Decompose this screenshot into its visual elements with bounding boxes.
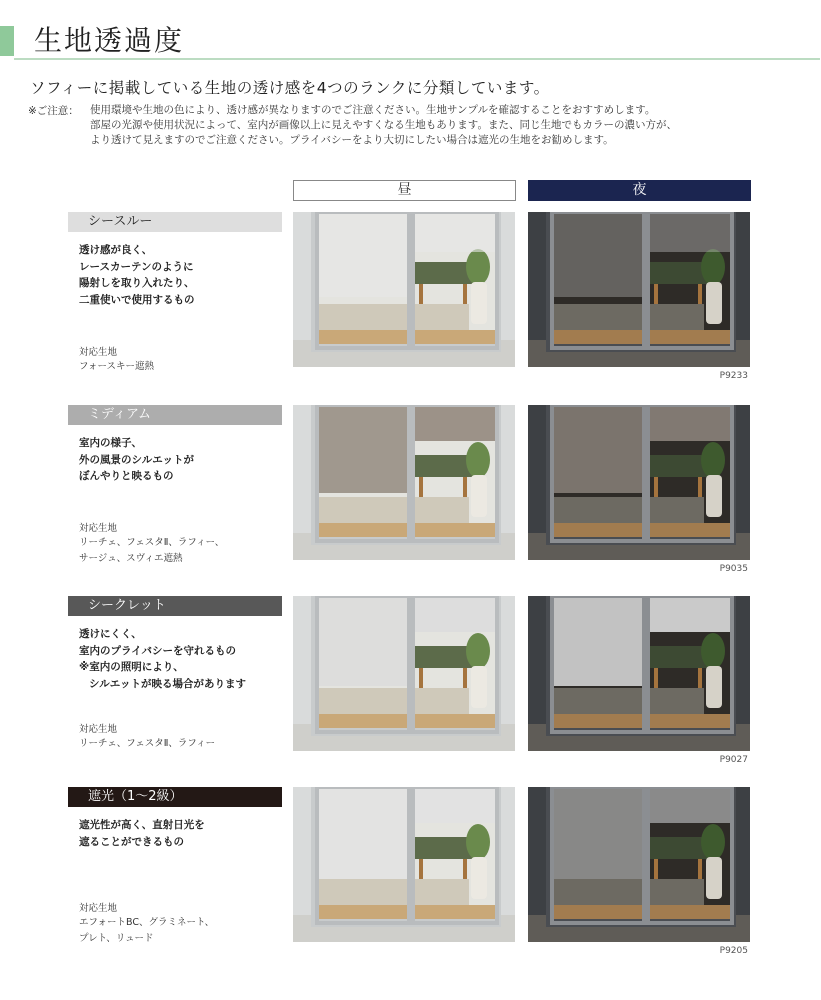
rank-label: 遮光（1〜2級） xyxy=(68,787,282,807)
plant xyxy=(701,442,725,478)
blind-right xyxy=(415,212,495,252)
description-line: 透け感が良く、 xyxy=(79,244,153,256)
rank-description xyxy=(79,242,195,308)
product-code: P9205 xyxy=(719,946,748,956)
rank-description xyxy=(79,626,246,692)
rank-description xyxy=(79,817,205,850)
fabric-heading: 対応生地 xyxy=(79,724,118,735)
page-header xyxy=(0,22,821,62)
blind-left xyxy=(319,596,409,686)
photo-night xyxy=(528,405,750,560)
photo-day xyxy=(293,596,515,751)
product-code: P9027 xyxy=(719,755,748,765)
lead-text: ソフィーに掲載している生地の透け感を4つのランクに分類しています。 xyxy=(30,79,550,97)
sofa-leg xyxy=(698,477,702,497)
description-line: 遮光性が高く、直射日光を xyxy=(79,819,205,831)
sofa-leg xyxy=(654,668,658,688)
sofa-leg xyxy=(419,477,423,497)
fabric-name: サージュ、スヴィエ遮熱 xyxy=(79,553,183,564)
planter xyxy=(706,857,722,899)
blind-right xyxy=(650,405,730,441)
plant xyxy=(466,249,490,285)
title-underline xyxy=(14,58,820,60)
sofa-leg xyxy=(463,284,467,304)
sofa xyxy=(413,455,473,477)
rank-label: ミディアム xyxy=(68,405,282,425)
sofa-leg xyxy=(654,859,658,879)
photo-night xyxy=(528,212,750,367)
planter xyxy=(471,857,487,899)
planter xyxy=(706,282,722,324)
fabric-heading: 対応生地 xyxy=(79,523,118,534)
fabric-name: リーチェ、フェスタⅡ、ラフィー xyxy=(79,738,216,749)
rug xyxy=(319,497,469,527)
description-line: ぼんやりと映るもの xyxy=(79,470,174,482)
planter xyxy=(706,475,722,517)
note-line: 使用環境や生地の色により、透け感が異なりますのでご注意ください。生地サンプルを確認することをおすすめします。 xyxy=(90,104,656,116)
sofa-leg xyxy=(654,477,658,497)
rug xyxy=(319,304,469,334)
blind-right xyxy=(650,787,730,823)
sofa-leg xyxy=(698,284,702,304)
sofa xyxy=(648,837,708,859)
blind-right xyxy=(650,596,730,632)
photo-night xyxy=(528,787,750,942)
transparency-row xyxy=(0,405,821,580)
column-header-night: 夜 xyxy=(528,180,751,201)
description-line: 室内のプライバシーを守れるもの xyxy=(79,644,236,657)
blind-right xyxy=(415,787,495,823)
rank-label: シークレット xyxy=(68,596,282,616)
column-header-day: 昼 xyxy=(293,180,516,201)
plant xyxy=(466,633,490,669)
fabric-list xyxy=(79,359,154,375)
blind-left xyxy=(554,596,644,686)
blind-left xyxy=(319,787,409,879)
description-line: 遮ることができるもの xyxy=(79,835,184,848)
photo-day xyxy=(293,405,515,560)
rug xyxy=(554,304,704,334)
fabric-heading: 対応生地 xyxy=(79,347,118,358)
description-line: 室内の様子、 xyxy=(79,437,142,449)
sofa-leg xyxy=(463,859,467,879)
blind-right xyxy=(650,212,730,252)
transparency-row xyxy=(0,596,821,771)
photo-day xyxy=(293,787,515,942)
plant xyxy=(466,442,490,478)
plant xyxy=(701,633,725,669)
note-line: 部屋の光源や使用状況によって、室内が画像以上に見えやすくなる生地もあります。また、同じ生地でもカラーの濃い方が、 xyxy=(90,119,677,131)
transparency-row xyxy=(0,212,821,387)
blind-right xyxy=(415,596,495,632)
description-line: 陽射しを取り入れたり、 xyxy=(79,277,195,289)
fabric-heading: 対応生地 xyxy=(79,903,118,914)
description-line: 外の風景のシルエットが xyxy=(79,453,195,466)
description-line: ※室内の照明により、 xyxy=(79,661,184,673)
blind-left xyxy=(554,212,644,297)
photo-day xyxy=(293,212,515,367)
fabric-name: プレト、リュード xyxy=(79,933,154,944)
sofa-leg xyxy=(463,668,467,688)
rank-label: シースルー xyxy=(68,212,282,232)
rug xyxy=(554,497,704,527)
sofa xyxy=(648,455,708,477)
sofa xyxy=(413,837,473,859)
sofa-leg xyxy=(419,284,423,304)
product-code: P9035 xyxy=(719,564,748,574)
sofa-leg xyxy=(419,859,423,879)
rug xyxy=(554,879,704,909)
sofa xyxy=(413,262,473,284)
transparency-row xyxy=(0,787,821,962)
title-accent-bar xyxy=(0,26,14,56)
description-line: 透けにくく、 xyxy=(79,628,142,640)
fabric-list xyxy=(79,535,224,567)
plant xyxy=(701,249,725,285)
blind-right xyxy=(415,405,495,441)
plant xyxy=(701,824,725,860)
note-line: より透けて見えますのでご注意ください。プライバシーをより大切にしたい場合は遮光の生地をお勧めします。 xyxy=(90,134,614,146)
sofa xyxy=(648,262,708,284)
fabric-list xyxy=(79,736,215,752)
blind-left xyxy=(554,405,644,493)
planter xyxy=(471,475,487,517)
blind-left xyxy=(319,212,409,297)
sofa-leg xyxy=(654,284,658,304)
planter xyxy=(706,666,722,708)
sofa-leg xyxy=(463,477,467,497)
sofa-leg xyxy=(698,859,702,879)
fabric-name: フォースキー遮熱 xyxy=(79,361,155,372)
fabric-name: リーチェ、フェスタⅡ、ラフィー、 xyxy=(79,537,225,548)
description-line: レースカーテンのように xyxy=(79,260,194,273)
planter xyxy=(471,666,487,708)
rank-description xyxy=(79,435,194,485)
description-line: シルエットが映る場合があります xyxy=(89,677,247,690)
description-line: 二重使いで使用するもの xyxy=(79,293,195,306)
photo-night xyxy=(528,596,750,751)
product-code: P9233 xyxy=(719,371,748,381)
planter xyxy=(471,282,487,324)
fabric-list xyxy=(79,915,214,947)
sofa-leg xyxy=(419,668,423,688)
sofa-leg xyxy=(698,668,702,688)
plant xyxy=(466,824,490,860)
fabric-name: エフォートBC、グラミネート、 xyxy=(79,917,215,928)
page-title: 生地透過度 xyxy=(34,24,185,57)
note-text xyxy=(90,103,677,148)
note-label: ※ご注意： xyxy=(28,105,79,117)
rug xyxy=(554,688,704,718)
rug xyxy=(319,879,469,909)
sofa xyxy=(648,646,708,668)
sofa xyxy=(413,646,473,668)
blind-left xyxy=(554,787,644,879)
blind-left xyxy=(319,405,409,493)
rug xyxy=(319,688,469,718)
